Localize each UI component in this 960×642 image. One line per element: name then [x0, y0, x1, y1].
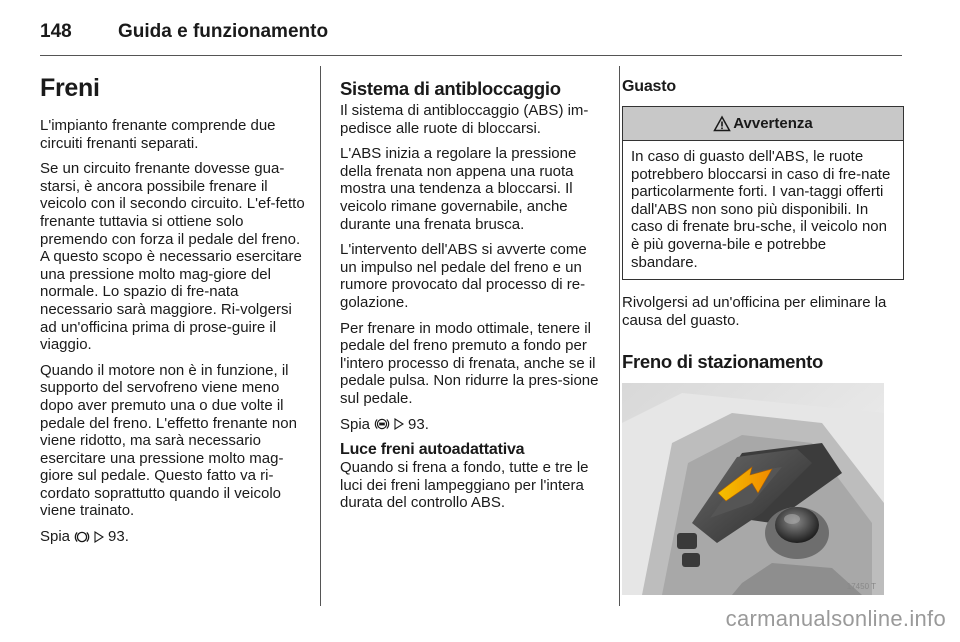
warning-header [623, 107, 903, 141]
abs-warning-icon [374, 416, 390, 432]
warning-body [623, 141, 903, 279]
brakes-paragraph-3: Quando il motore non è in funzione, il supporto del servofreno viene meno dopo aver premuto una o due volte il pedale del freno. L'effetto frenante non viene ridotto, ma sarà necessario esercitare una pressione molto mag-giore sul pedale. Questo fatto va ri-cordato soprattutto quando il veicolo viene trainato. [40, 361, 297, 520]
column-abs [340, 66, 606, 520]
page-header [40, 14, 328, 50]
parking-brake-photo [622, 383, 884, 595]
brakes-paragraph-1: L'impianto frenante comprende due circuiti frenanti separati. [40, 117, 276, 152]
ref-prefix: Spia [40, 528, 71, 546]
ref-page: 93. [108, 528, 129, 546]
adaptive-brake-light-heading: Luce freni autoadattativa [340, 441, 525, 459]
brake-warning-ref [40, 528, 306, 546]
brakes-heading: Freni [40, 74, 100, 102]
page-reference-icon [94, 531, 104, 543]
section-title: Guida e funzionamento [118, 21, 329, 42]
warning-text: In caso di guasto dell'ABS, le ruote potrebbero bloccarsi in caso di fre-nate particolarmente forti. I van-taggi offerti dall'ABS non sono più disponibili. In caso di frenate bru-sche, il veicolo non è più governa-bile e potrebbe sbandare. [631, 148, 891, 271]
abs-warning-ref [340, 416, 606, 434]
parking-brake-heading: Freno di stazionamento [622, 351, 824, 373]
column-divider-1 [320, 66, 321, 606]
abs-paragraph-2: L'ABS inizia a regolare la pressione della frenata non appena una ruota mostra una tendenza a bloccarsi. Il veicolo rimane governabile, anche durante una frenata brusca. [340, 145, 577, 233]
brake-warning-icon [74, 529, 90, 545]
ref-prefix: Spia [340, 415, 371, 433]
failure-heading: Guasto [622, 78, 676, 95]
warning-title: Avvertenza [733, 115, 813, 132]
column-failure [622, 66, 904, 595]
header-divider [40, 55, 902, 56]
abs-paragraph-1: Il sistema di antibloccaggio (ABS) im-pedisce alle ruote di bloccarsi. [340, 102, 589, 137]
brakes-paragraph-2: Se un circuito frenante dovesse gua-starsi, è ancora possibile frenare il veicolo con il secondo circuito. L'ef-fetto frenante tuttavia si ottiene solo premendo con forza il pedale del freno. A questo scopo è necessario esercitare una pressione molto mag-giore del normale. Lo spazio di fre-nata necessario sarà maggiore. Ri-volgersi ad un'officina prima di prose-guire il viaggio. [40, 160, 305, 354]
parking-brake-illustration [622, 383, 884, 595]
ref-page: 93. [408, 415, 429, 433]
abs-paragraph-3: L'intervento dell'ABS si avverte come un impulso nel pedale del freno e un rumore provocato dal processo di re-golazione. [340, 241, 587, 311]
warning-box [622, 106, 904, 280]
page-reference-icon [394, 418, 404, 430]
abs-paragraph-4: Per frenare in modo ottimale, tenere il pedale del freno premuto a fondo per l'intero processo di frenata, anche se il pedale pulsa. Non ridurre la pres-sione sul pedale. [340, 319, 599, 407]
abs-heading: Sistema di antibloccaggio [340, 78, 561, 99]
watermark: carmanualsonline.info [725, 606, 946, 631]
photo-code: 17450 T [846, 582, 876, 592]
adaptive-brake-light-paragraph: Quando si frena a fondo, tutte e tre le luci dei freni lampeggiano per l'intera durata del controllo ABS. [340, 459, 589, 512]
column-brakes [40, 66, 306, 546]
page-number: 148 [40, 21, 72, 42]
column-divider-2 [619, 66, 620, 606]
warning-triangle-icon [713, 115, 731, 133]
workshop-paragraph: Rivolgersi ad un'officina per eliminare la causa del guasto. [622, 294, 887, 329]
